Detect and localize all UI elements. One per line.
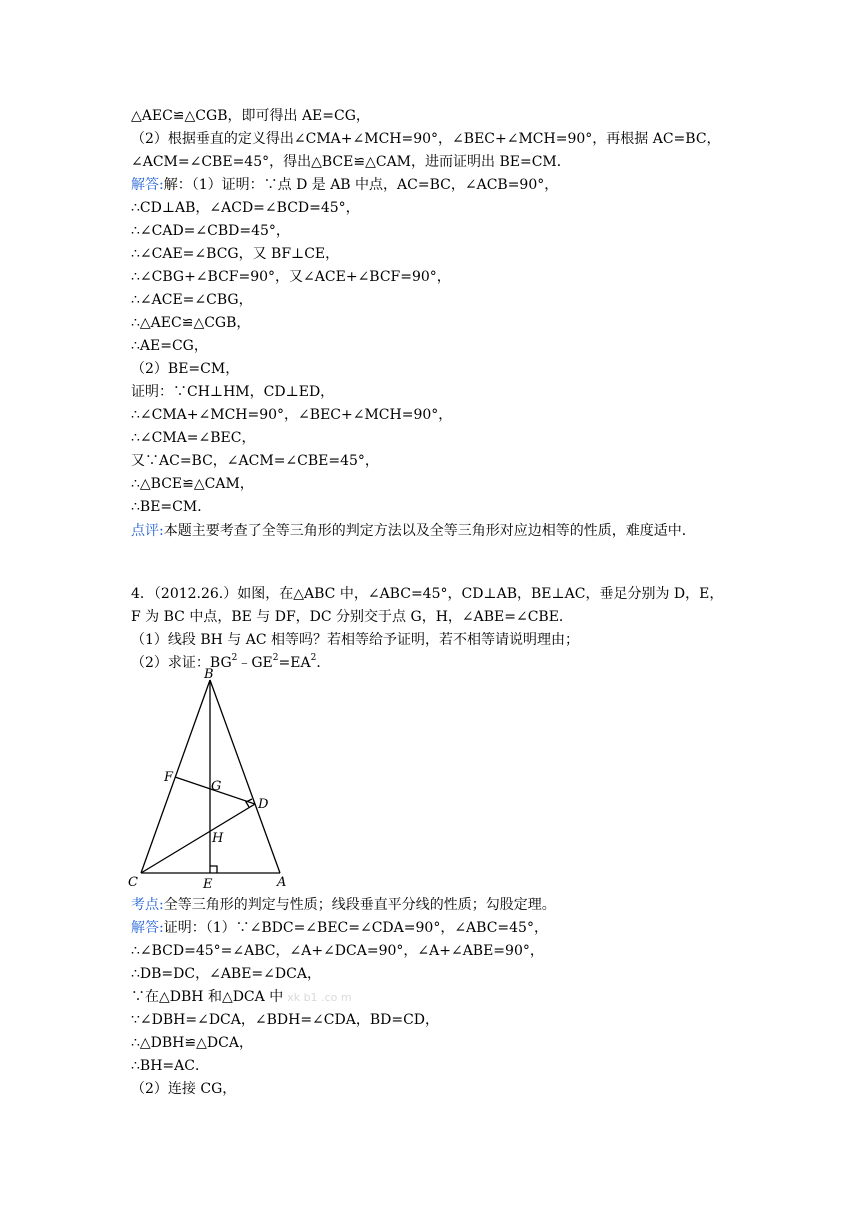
right-angle-mark-e (210, 866, 217, 873)
segment-cd (141, 804, 255, 873)
label-d: D (258, 797, 269, 812)
label-h: H (212, 831, 224, 846)
kaodian-label: 考点: (131, 897, 164, 913)
label-g: G (211, 779, 222, 794)
answer-text: 证明：（1）∵∠BDC=∠BEC=∠CDA=90°，∠ABC=45°， (163, 920, 548, 936)
triangle-figure (124, 666, 294, 894)
answer-line: ∴∠ACE=∠CBG， (131, 292, 253, 308)
comment-text: 本题主要考查了全等三角形的判定方法以及全等三角形对应边相等的性质，难度适中． (163, 523, 696, 539)
kaodian-text: 全等三角形的判定与性质；线段垂直平分线的性质；勾股定理。 (163, 897, 556, 913)
question-2: （2）求证：$BG^2﹣GE^2=EA^2$． (131, 653, 331, 671)
text-line: △AEC≌△CGB，即可得出 AE=CG， (131, 108, 370, 124)
problem-line: 4．（2012.26.）如图，在△ABC 中，∠ABC=45°，CD⊥AB，BE⊥AC，垂足分别为 D，E， (131, 586, 724, 602)
label-c: C (128, 875, 138, 890)
answer-label: 解答: (131, 177, 164, 193)
answer-label: 解答: (131, 920, 164, 936)
answer-line: ∵∠DBH=∠DCA，∠BDH=∠CDA，BD=CD， (131, 1012, 440, 1028)
label-a: A (277, 875, 287, 890)
comment-line (131, 521, 751, 541)
answer-line: 证明：∵CH⊥HM，CD⊥ED， (131, 384, 335, 400)
superscript: 2 (310, 653, 317, 664)
answer-text: 解：（1）证明：∵点 D 是 AB 中点，AC=BC，∠ACB=90°， (163, 177, 559, 193)
answer-line (131, 175, 751, 195)
text-line: ∠ACM=∠CBE=45°，得出△BCE≌△CAM，进而证明出 BE=CM． (131, 154, 571, 170)
answer-line: 又∵AC=BC，∠ACM=∠CBE=45°， (131, 453, 379, 469)
answer-line: ∴△DBH≌△DCA， (131, 1035, 253, 1051)
problem-line: F 为 BC 中点，BE 与 DF，DC 分别交于点 G，H，∠ABE=∠CBE． (131, 609, 573, 625)
answer-line: ∴BE=CM． (131, 499, 212, 515)
label-b: B (204, 667, 214, 682)
text-line: （2）根据垂直的定义得出∠CMA+∠MCH=90°，∠BEC+∠MCH=90°，再根据 AC=BC， (131, 131, 721, 147)
question-1: （1）线段 BH 与 AC 相等吗？若相等给予证明，若不相等请说明理由； (131, 632, 580, 648)
label-e: E (203, 877, 213, 892)
answer-line: ∴AE=CG， (131, 338, 208, 354)
label-f: F (164, 770, 174, 785)
answer-line: ∴DB=DC，∠ABE=∠DCA， (131, 966, 321, 982)
watermark: xk b1 .co m (287, 991, 352, 1004)
kaodian-line (131, 895, 751, 915)
answer-line: ∴△BCE≌△CAM， (131, 476, 254, 492)
answer-line: ∴∠CMA+∠MCH=90°，∠BEC+∠MCH=90°， (131, 407, 453, 423)
answer-line: ∵在△DBH 和△DCA 中 xk b1 .co m (131, 989, 352, 1005)
answer-line: ∴∠BCD=45°=∠ABC，∠A+∠DCA=90°，∠A+∠ABE=90°， (131, 943, 544, 959)
answer-line: ∴CD⊥AB，∠ACD=∠BCD=45°， (131, 200, 360, 216)
answer-line: ∴∠CAD=∠CBD=45°， (131, 223, 290, 239)
answer-line: ∴BH=AC． (131, 1058, 209, 1074)
comment-label: 点评: (131, 523, 164, 539)
superscript: 2 (231, 653, 238, 664)
answer-line (131, 918, 751, 938)
answer-line: ∴△AEC≌△CGB， (131, 315, 251, 331)
answer-line: ∴∠CBG+∠BCF=90°，又∠ACE+∠BCF=90°， (131, 269, 451, 285)
answer-line: （2）BE=CM， (131, 361, 240, 377)
superscript: 2 (272, 653, 279, 664)
answer-line: （2）连接 CG， (131, 1081, 237, 1097)
answer-line: ∴∠CAE=∠BCG，又 BF⊥CE， (131, 246, 340, 262)
answer-line: ∴∠CMA=∠BEC， (131, 430, 256, 446)
